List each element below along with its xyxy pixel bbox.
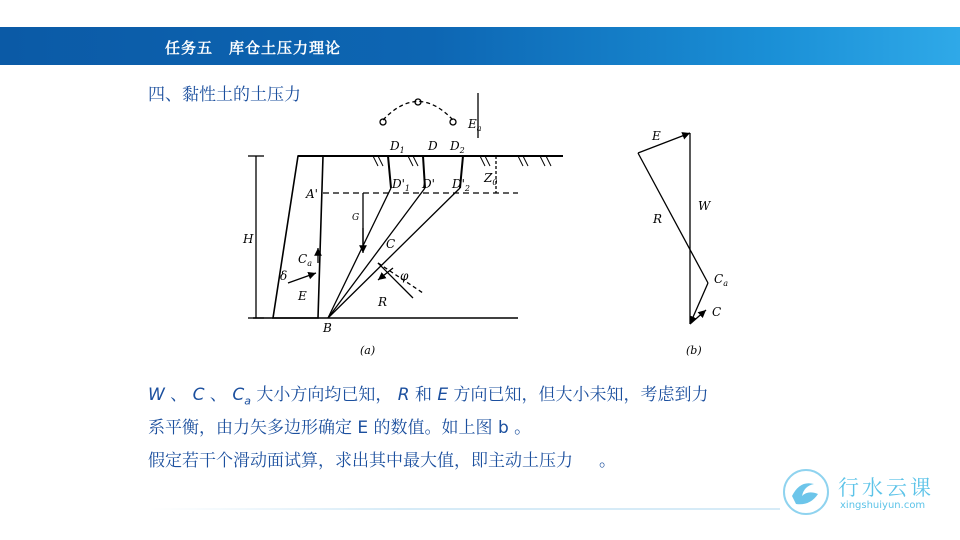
svg-text:D': D' bbox=[422, 177, 435, 191]
svg-text:C: C bbox=[386, 237, 396, 251]
figure-b bbox=[638, 133, 708, 324]
svg-text:R: R bbox=[378, 295, 388, 309]
svg-text:(b): (b) bbox=[686, 344, 702, 357]
svg-text:Ca: $C_a$ bbox=[714, 272, 728, 288]
svg-text:D'2: $D'_2$ bbox=[452, 177, 471, 193]
svg-text:Ea: $E_a$ bbox=[468, 117, 482, 133]
svg-text:C: C bbox=[712, 305, 722, 319]
svg-text:φ: φ bbox=[400, 269, 409, 283]
body-line-1: W 、 C 、 $C_a$ 大小方向均已知， R 和 E 方向已知，但大小未知，考虑到力 bbox=[148, 385, 709, 408]
slide-title: 任务五 库仓土压力理论 bbox=[165, 39, 342, 57]
figure-a-labels bbox=[242, 117, 497, 357]
svg-text:δ: δ bbox=[280, 269, 288, 283]
svg-text:D: D bbox=[428, 139, 438, 153]
svg-text:Z0: $Z_0$ bbox=[484, 171, 498, 187]
soil-pressure-diagram bbox=[228, 88, 738, 363]
wave-logo-icon bbox=[780, 466, 832, 518]
svg-text:D2: $D_2$ bbox=[450, 139, 465, 155]
divider bbox=[150, 508, 780, 510]
svg-text:E: E bbox=[652, 129, 661, 143]
svg-text:W: W bbox=[698, 199, 711, 213]
brand-logo bbox=[780, 466, 950, 518]
body-line-3: 假定若干个滑动面试算，求出其中最大值，即主动土压力 。 bbox=[148, 451, 616, 471]
svg-text:D'1: $D'_1$ bbox=[392, 177, 411, 193]
svg-text:(a): (a) bbox=[360, 344, 376, 357]
svg-text:H: H bbox=[243, 232, 254, 246]
svg-text:D1: $D_1$ bbox=[390, 139, 405, 155]
body-line-2: 系平衡，由力矢多边形确定 E 的数值。如上图 b 。 bbox=[148, 418, 532, 438]
svg-text:E: E bbox=[298, 289, 307, 303]
svg-text:G: G bbox=[352, 213, 360, 223]
title-bar bbox=[0, 27, 960, 65]
svg-text:Ca: $C_a$ bbox=[298, 252, 312, 268]
figure-a bbox=[248, 93, 563, 318]
logo-name: 行水云课 bbox=[838, 476, 934, 500]
svg-text:B: B bbox=[323, 321, 332, 335]
logo-url: xingshuiyun.com bbox=[840, 500, 926, 511]
svg-text:A': A' bbox=[306, 187, 318, 201]
svg-text:R: R bbox=[653, 212, 663, 226]
section-heading: 四、黏性土的土压力 bbox=[148, 85, 301, 105]
